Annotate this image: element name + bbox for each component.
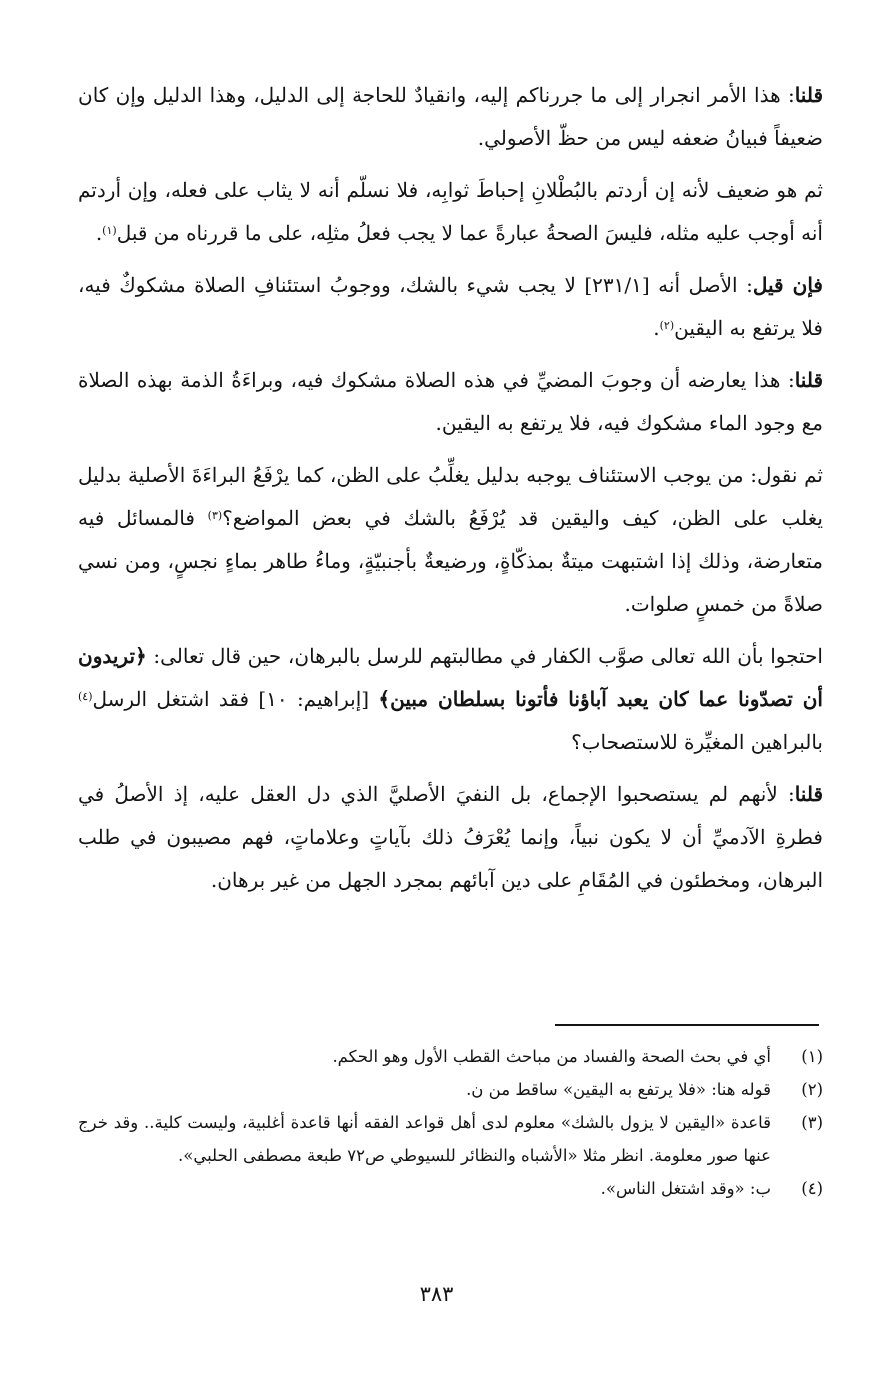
paragraph-text: ثم هو ضعيف لأنه إن أردتم بالبُطْلانِ إحباطَ ثوابِه، فلا نسلّم أنه لا يثاب على فعله، وإن أردتم أنه أوجب عليه مثله، فليسَ الصحةُ عبارةً عما لا يجب فعلُ مثلِه، على ما قررناه من قبل bbox=[78, 178, 823, 245]
footnote-divider bbox=[555, 1024, 819, 1026]
footnote-item bbox=[78, 1073, 823, 1106]
paragraph-text: احتجوا بأن الله تعالى صوَّب الكفار في مطالبتهم للرسل بالبرهان، حين قال تعالى: bbox=[146, 644, 823, 668]
paragraph-7 bbox=[78, 773, 823, 902]
main-text bbox=[78, 74, 823, 902]
footnote-text: قاعدة «اليقين لا يزول بالشك» معلوم لدى أهل قواعد الفقه أنها قاعدة أغلبية، وليست كلية.. وقد خرج عنها صور معلومة. انظر مثلا «الأشباه والنظائر للسيوطي ص٧٢ طبعة مصطفى الحلبي». bbox=[78, 1113, 771, 1165]
paragraph-tail: . bbox=[95, 221, 103, 245]
footnote-text: قوله هنا: «فلا يرتفع به اليقين» ساقط من ن. bbox=[466, 1080, 771, 1099]
footnote-item bbox=[78, 1106, 823, 1172]
paragraph-tail: . bbox=[653, 316, 660, 340]
paragraph-lead: فإن قيل bbox=[752, 273, 823, 297]
footnote-ref: (٤) bbox=[78, 690, 93, 703]
footnote-item bbox=[78, 1040, 823, 1073]
paragraph-text: : هذا يعارضه أن وجوبَ المضيِّ في هذه الصلاة مشكوك فيه، وبراءَةُ الذمة بهذه الصلاة مع وجود الماء مشكوك فيه، فلا يرتفع به اليقين. bbox=[78, 368, 823, 435]
footnote-ref: (١) bbox=[102, 224, 117, 237]
paragraph-tail: فالمسائل فيه متعارضة، وذلك إذا اشتبهت ميتةٌ بمذكّاةٍ، ورضيعةٌ بأجنبيّةٍ، وماءُ طاهر بماءٍ نجسٍ، ومن نسي صلاةً من خمسٍ صلوات. bbox=[78, 506, 823, 616]
paragraph-text: : لأنهم لم يستصحبوا الإجماع، بل النفيَ الأصليَّ الذي دل العقل عليه، إذ الأصلُ في فطرةِ الآدميِّ أن لا يكون نبياً، وإنما يُعْرَفُ ذلك بآياتٍ وعلاماتٍ، فهم مصيبون في طلب البرهان، ومخطئون في المُقَامِ على دين آبائهم بمجرد الجهل من غير برهان. bbox=[78, 782, 823, 892]
footnotes bbox=[78, 1040, 823, 1205]
paragraph-tail: بالبراهين المغيِّرة للاستصحاب؟ bbox=[571, 730, 823, 754]
footnote-text: ب: «وقد اشتغل الناس». bbox=[600, 1179, 771, 1198]
paragraph-text-continued: [إبراهيم: ١٠] فقد اشتغل الرسل bbox=[92, 687, 379, 711]
page-number: ٣٨٣ bbox=[419, 1282, 454, 1306]
paragraph-lead: قلنا bbox=[794, 83, 823, 107]
footnote-text: أي في بحث الصحة والفساد من مباحث القطب الأول وهو الحكم. bbox=[332, 1047, 771, 1066]
paragraph-2 bbox=[78, 169, 823, 255]
paragraph-6 bbox=[78, 635, 823, 764]
paragraph-lead: قلنا bbox=[794, 782, 823, 806]
footnote-ref: (٢) bbox=[659, 319, 675, 332]
footnote-item bbox=[78, 1172, 823, 1205]
quran-quote: ﴿تريدون أن تصدّونا عما كان يعبد آباؤنا فأتونا بسلطان مبين﴾ bbox=[78, 644, 823, 711]
paragraph-text: : هذا الأمر انجرار إلى ما جررناكم إليه، وانقيادٌ للحاجة إلى الدليل، وهذا الدليل وإن كان ضعيفاً فبيانُ ضعفه ليس من حظّ الأصولي. bbox=[78, 83, 823, 150]
footnote-number: (١) bbox=[801, 1047, 823, 1066]
footnote-number: (٣) bbox=[801, 1113, 823, 1132]
footnote-number: (٢) bbox=[801, 1080, 823, 1099]
footnote-ref: (٣) bbox=[207, 509, 223, 522]
paragraph-text: : الأصل أنه [٢٣١/١] لا يجب شيء بالشك، ووجوبُ استئنافِ الصلاة مشكوكٌ فيه، فلا يرتفع به اليقين bbox=[78, 273, 823, 340]
footnote-number: (٤) bbox=[801, 1179, 823, 1198]
paragraph-lead: قلنا bbox=[794, 368, 823, 392]
paragraph-3 bbox=[78, 264, 823, 350]
paragraph-text: ثم نقول: من يوجب الاستئناف يوجبه بدليل يغلِّبُ على الظن، كما يرْفَعُ البراءَةَ الأصلية بدليل يغلب على الظن، كيف واليقين قد يُرْفَعُ بالشك في بعض المواضع؟ bbox=[78, 463, 823, 530]
paragraph-5 bbox=[78, 454, 823, 626]
paragraph-1 bbox=[78, 74, 823, 160]
paragraph-4 bbox=[78, 359, 823, 445]
